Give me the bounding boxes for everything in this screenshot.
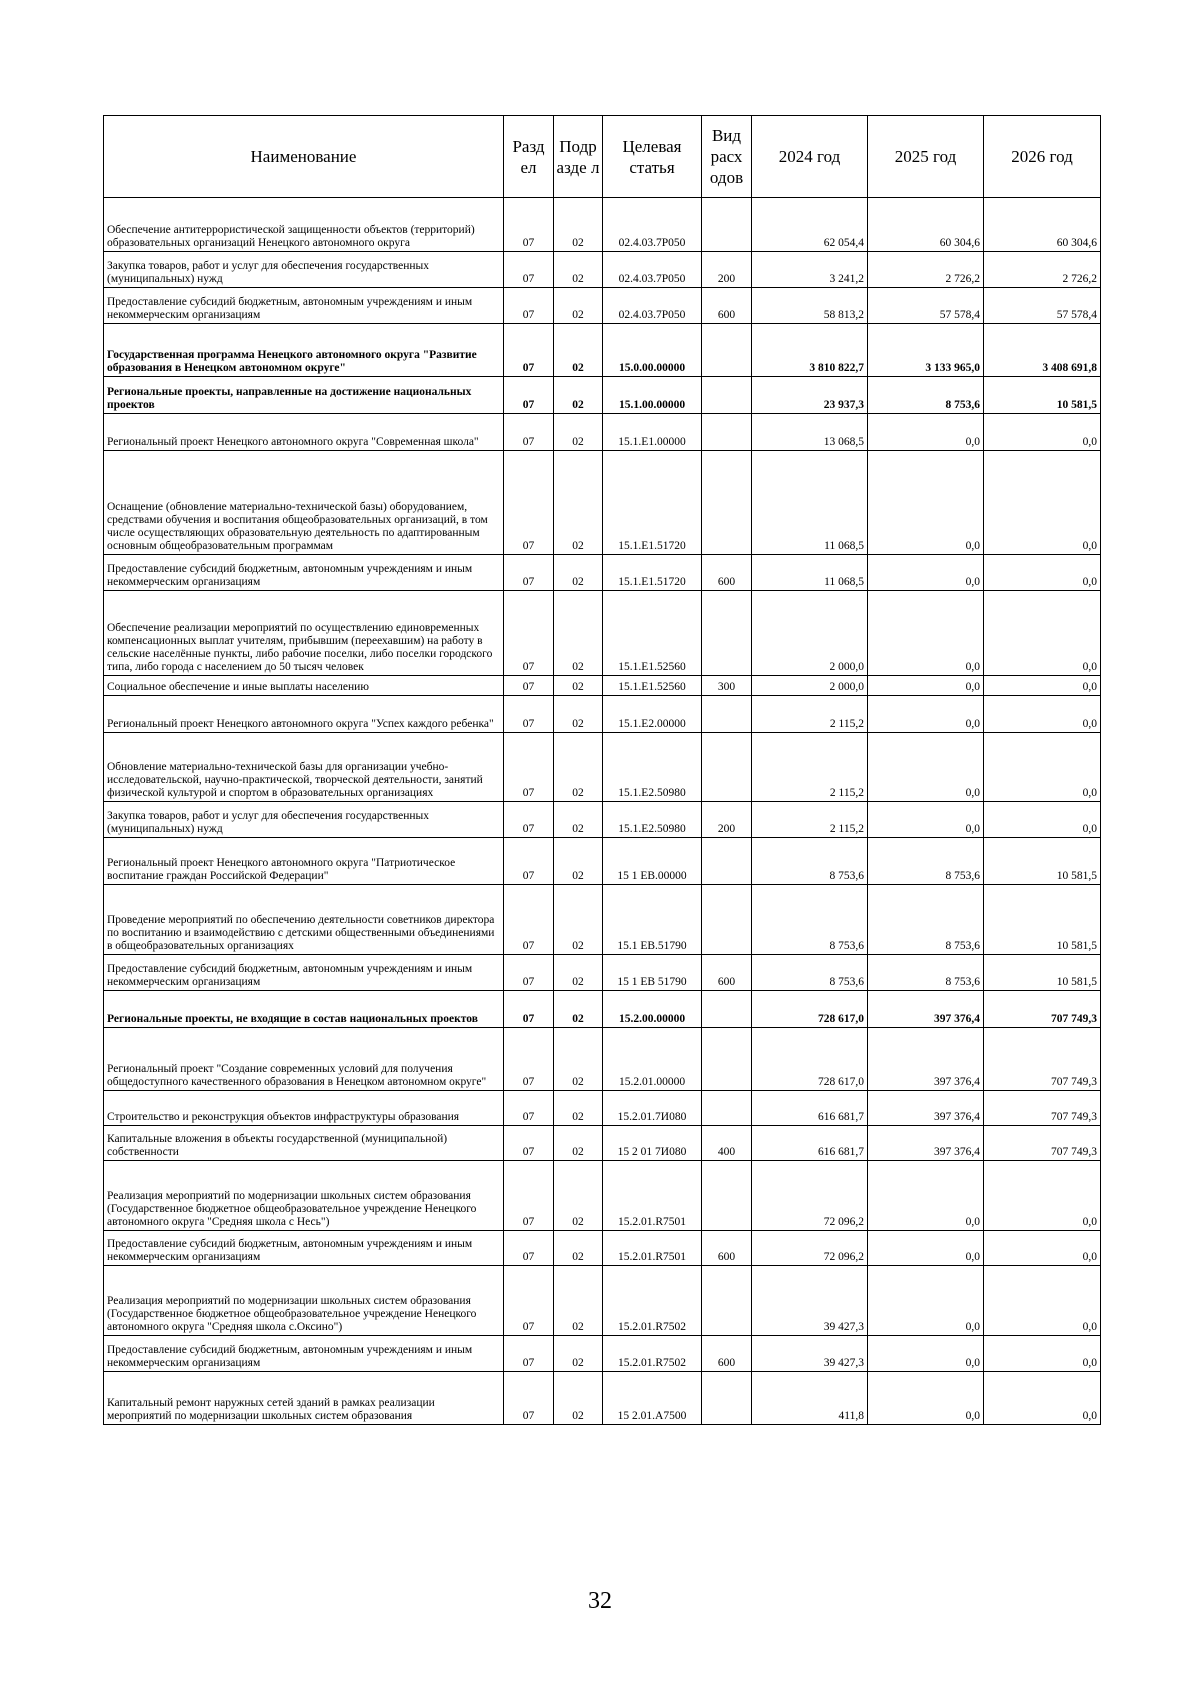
cell-2026: 0,0 bbox=[984, 802, 1101, 838]
cell-2026: 0,0 bbox=[984, 1372, 1101, 1425]
cell-podrazdel: 02 bbox=[554, 991, 603, 1028]
cell-2024: 39 427,3 bbox=[752, 1266, 868, 1336]
header-2025: 2025 год bbox=[868, 116, 984, 198]
cell-2026: 0,0 bbox=[984, 733, 1101, 802]
cell-expense-type bbox=[702, 324, 752, 377]
cell-target-article: 15.2.00.00000 bbox=[603, 991, 702, 1028]
cell-podrazdel: 02 bbox=[554, 1126, 603, 1161]
cell-2026: 57 578,4 bbox=[984, 288, 1101, 324]
cell-2024: 8 753,6 bbox=[752, 885, 868, 955]
cell-2024: 13 068,5 bbox=[752, 414, 868, 451]
cell-razdel: 07 bbox=[504, 555, 554, 591]
cell-2026: 0,0 bbox=[984, 1161, 1101, 1231]
cell-podrazdel: 02 bbox=[554, 733, 603, 802]
cell-target-article: 15.1.Е2.00000 bbox=[603, 696, 702, 733]
cell-razdel: 07 bbox=[504, 591, 554, 676]
table-row bbox=[104, 324, 1101, 377]
cell-2025: 0,0 bbox=[868, 1336, 984, 1372]
cell-2025: 0,0 bbox=[868, 591, 984, 676]
cell-2024: 3 241,2 bbox=[752, 252, 868, 288]
cell-podrazdel: 02 bbox=[554, 288, 603, 324]
table-row bbox=[104, 451, 1101, 555]
cell-podrazdel: 02 bbox=[554, 838, 603, 885]
cell-expense-type bbox=[702, 377, 752, 414]
cell-name: Региональные проекты, не входящие в состав национальных проектов bbox=[104, 991, 504, 1028]
cell-target-article: 15.2.01.00000 bbox=[603, 1028, 702, 1091]
table-row bbox=[104, 1028, 1101, 1091]
cell-expense-type bbox=[702, 1161, 752, 1231]
cell-podrazdel: 02 bbox=[554, 324, 603, 377]
cell-2024: 23 937,3 bbox=[752, 377, 868, 414]
table-row bbox=[104, 885, 1101, 955]
table-row bbox=[104, 198, 1101, 252]
table-row bbox=[104, 955, 1101, 991]
cell-podrazdel: 02 bbox=[554, 198, 603, 252]
cell-podrazdel: 02 bbox=[554, 676, 603, 696]
cell-target-article: 15.1.Е2.50980 bbox=[603, 733, 702, 802]
cell-2025: 3 133 965,0 bbox=[868, 324, 984, 377]
cell-2024: 2 115,2 bbox=[752, 733, 868, 802]
cell-2024: 616 681,7 bbox=[752, 1126, 868, 1161]
table-row bbox=[104, 838, 1101, 885]
cell-name: Региональный проект Ненецкого автономного округа "Успех каждого ребенка" bbox=[104, 696, 504, 733]
cell-razdel: 07 bbox=[504, 377, 554, 414]
cell-2026: 0,0 bbox=[984, 591, 1101, 676]
table-row bbox=[104, 591, 1101, 676]
cell-target-article: 02.4.03.7Р050 bbox=[603, 252, 702, 288]
cell-podrazdel: 02 bbox=[554, 555, 603, 591]
cell-2024: 39 427,3 bbox=[752, 1336, 868, 1372]
cell-razdel: 07 bbox=[504, 1336, 554, 1372]
cell-2025: 8 753,6 bbox=[868, 838, 984, 885]
cell-2026: 0,0 bbox=[984, 555, 1101, 591]
cell-2026: 10 581,5 bbox=[984, 377, 1101, 414]
cell-2026: 3 408 691,8 bbox=[984, 324, 1101, 377]
cell-podrazdel: 02 bbox=[554, 1372, 603, 1425]
cell-target-article: 15.2.01.R7501 bbox=[603, 1231, 702, 1266]
cell-podrazdel: 02 bbox=[554, 1231, 603, 1266]
cell-2024: 11 068,5 bbox=[752, 451, 868, 555]
cell-target-article: 15 1 ЕВ 51790 bbox=[603, 955, 702, 991]
cell-expense-type: 600 bbox=[702, 1336, 752, 1372]
cell-name: Предоставление субсидий бюджетным, автономным учреждениям и иным некоммерческим организациям bbox=[104, 1336, 504, 1372]
cell-2025: 8 753,6 bbox=[868, 955, 984, 991]
cell-2026: 707 749,3 bbox=[984, 991, 1101, 1028]
cell-target-article: 15 2.01.А7500 bbox=[603, 1372, 702, 1425]
cell-razdel: 07 bbox=[504, 288, 554, 324]
cell-expense-type: 600 bbox=[702, 555, 752, 591]
table-row bbox=[104, 733, 1101, 802]
table-row bbox=[104, 802, 1101, 838]
cell-name: Капитальный ремонт наружных сетей зданий в рамках реализации мероприятий по модернизации школьных систем образования bbox=[104, 1372, 504, 1425]
cell-name: Региональный проект "Создание современных условий для получения общедоступного качественного образования в Ненецком автономном округе" bbox=[104, 1028, 504, 1091]
cell-2025: 0,0 bbox=[868, 1231, 984, 1266]
table-row bbox=[104, 1161, 1101, 1231]
cell-podrazdel: 02 bbox=[554, 955, 603, 991]
cell-2024: 2 115,2 bbox=[752, 802, 868, 838]
cell-expense-type bbox=[702, 451, 752, 555]
cell-2025: 2 726,2 bbox=[868, 252, 984, 288]
cell-2026: 10 581,5 bbox=[984, 885, 1101, 955]
cell-target-article: 02.4.03.7Р050 bbox=[603, 288, 702, 324]
header-target-article: Целевая статья bbox=[603, 116, 702, 198]
cell-name: Капитальные вложения в объекты государственной (муниципальной) собственности bbox=[104, 1126, 504, 1161]
cell-razdel: 07 bbox=[504, 198, 554, 252]
cell-2025: 0,0 bbox=[868, 696, 984, 733]
cell-name: Оснащение (обновление материально-технической базы) оборудованием, средствами обучения и воспитания общеобразовательных организаций, в том числе осуществляющих образовательную деятельность по адаптированным основным общеобразовательным программам bbox=[104, 451, 504, 555]
cell-razdel: 07 bbox=[504, 696, 554, 733]
cell-2025: 397 376,4 bbox=[868, 1126, 984, 1161]
cell-razdel: 07 bbox=[504, 324, 554, 377]
header-2026: 2026 год bbox=[984, 116, 1101, 198]
cell-name: Обеспечение реализации мероприятий по осуществлению единовременных компенсационных выплат учителям, прибывшим (переехавшим) на работу в сельские населённые пункты, либо рабочие поселки, либо поселки городского типа, либо города с населением до 50 тысяч человек bbox=[104, 591, 504, 676]
cell-2024: 3 810 822,7 bbox=[752, 324, 868, 377]
cell-razdel: 07 bbox=[504, 1126, 554, 1161]
cell-name: Предоставление субсидий бюджетным, автономным учреждениям и иным некоммерческим организациям bbox=[104, 555, 504, 591]
cell-expense-type bbox=[702, 414, 752, 451]
cell-2025: 0,0 bbox=[868, 1266, 984, 1336]
cell-2025: 397 376,4 bbox=[868, 991, 984, 1028]
cell-2024: 11 068,5 bbox=[752, 555, 868, 591]
cell-name: Закупка товаров, работ и услуг для обеспечения государственных (муниципальных) нужд bbox=[104, 252, 504, 288]
cell-2025: 397 376,4 bbox=[868, 1028, 984, 1091]
cell-target-article: 15.2.01.R7501 bbox=[603, 1161, 702, 1231]
cell-expense-type bbox=[702, 838, 752, 885]
cell-2026: 707 749,3 bbox=[984, 1126, 1101, 1161]
cell-name: Реализация мероприятий по модернизации школьных систем образования (Государственное бюджетное общеобразовательное учреждение Ненецкого автономного округа "Средняя школа с.Оксино") bbox=[104, 1266, 504, 1336]
table-row bbox=[104, 1266, 1101, 1336]
cell-expense-type: 600 bbox=[702, 288, 752, 324]
cell-target-article: 15.2.01.R7502 bbox=[603, 1336, 702, 1372]
cell-expense-type bbox=[702, 1028, 752, 1091]
cell-2026: 10 581,5 bbox=[984, 955, 1101, 991]
cell-2026: 10 581,5 bbox=[984, 838, 1101, 885]
cell-target-article: 02.4.03.7Р050 bbox=[603, 198, 702, 252]
cell-podrazdel: 02 bbox=[554, 802, 603, 838]
cell-expense-type bbox=[702, 198, 752, 252]
table-row bbox=[104, 1126, 1101, 1161]
cell-expense-type bbox=[702, 591, 752, 676]
cell-expense-type bbox=[702, 1372, 752, 1425]
cell-expense-type: 600 bbox=[702, 955, 752, 991]
cell-expense-type bbox=[702, 733, 752, 802]
cell-name: Социальное обеспечение и иные выплаты населению bbox=[104, 676, 504, 696]
cell-target-article: 15.1.Е2.50980 bbox=[603, 802, 702, 838]
cell-2026: 0,0 bbox=[984, 1231, 1101, 1266]
cell-podrazdel: 02 bbox=[554, 1028, 603, 1091]
header-podrazdel: Подр азде л bbox=[554, 116, 603, 198]
cell-expense-type: 300 bbox=[702, 676, 752, 696]
table-row bbox=[104, 991, 1101, 1028]
cell-target-article: 15.2.01.7И080 bbox=[603, 1091, 702, 1126]
cell-2026: 0,0 bbox=[984, 414, 1101, 451]
cell-name: Государственная программа Ненецкого автономного округа "Развитие образования в Ненецком автономном округе" bbox=[104, 324, 504, 377]
cell-expense-type bbox=[702, 1266, 752, 1336]
header-expense-type: Вид расх одов bbox=[702, 116, 752, 198]
cell-expense-type bbox=[702, 1091, 752, 1126]
cell-2025: 0,0 bbox=[868, 733, 984, 802]
cell-2025: 8 753,6 bbox=[868, 377, 984, 414]
table-row bbox=[104, 1091, 1101, 1126]
cell-podrazdel: 02 bbox=[554, 377, 603, 414]
cell-2025: 0,0 bbox=[868, 451, 984, 555]
cell-2024: 2 000,0 bbox=[752, 676, 868, 696]
table-row bbox=[104, 1231, 1101, 1266]
cell-2025: 0,0 bbox=[868, 676, 984, 696]
cell-2026: 0,0 bbox=[984, 1266, 1101, 1336]
budget-table bbox=[103, 115, 1101, 1425]
table-row bbox=[104, 555, 1101, 591]
cell-expense-type: 200 bbox=[702, 252, 752, 288]
cell-target-article: 15.1.Е1.52560 bbox=[603, 676, 702, 696]
cell-razdel: 07 bbox=[504, 1231, 554, 1266]
cell-2026: 2 726,2 bbox=[984, 252, 1101, 288]
cell-target-article: 15.1.Е1.00000 bbox=[603, 414, 702, 451]
cell-podrazdel: 02 bbox=[554, 1161, 603, 1231]
cell-2024: 2 000,0 bbox=[752, 591, 868, 676]
cell-name: Проведение мероприятий по обеспечению деятельности советников директора по воспитанию и взаимодействию с детскими общественными объединениями в общеобразовательных организациях bbox=[104, 885, 504, 955]
cell-target-article: 15 1 ЕВ.00000 bbox=[603, 838, 702, 885]
cell-podrazdel: 02 bbox=[554, 885, 603, 955]
cell-podrazdel: 02 bbox=[554, 1091, 603, 1126]
cell-razdel: 07 bbox=[504, 451, 554, 555]
cell-podrazdel: 02 bbox=[554, 1336, 603, 1372]
table-header-row bbox=[104, 116, 1101, 198]
cell-2026: 707 749,3 bbox=[984, 1091, 1101, 1126]
cell-target-article: 15.1.00.00000 bbox=[603, 377, 702, 414]
cell-2024: 58 813,2 bbox=[752, 288, 868, 324]
cell-name: Закупка товаров, работ и услуг для обеспечения государственных (муниципальных) нужд bbox=[104, 802, 504, 838]
cell-expense-type bbox=[702, 885, 752, 955]
cell-razdel: 07 bbox=[504, 991, 554, 1028]
cell-2024: 62 054,4 bbox=[752, 198, 868, 252]
cell-target-article: 15 2 01 7И080 bbox=[603, 1126, 702, 1161]
cell-expense-type bbox=[702, 991, 752, 1028]
header-name: Наименование bbox=[104, 116, 504, 198]
cell-podrazdel: 02 bbox=[554, 252, 603, 288]
table-body bbox=[104, 198, 1101, 1425]
cell-2026: 0,0 bbox=[984, 1336, 1101, 1372]
cell-razdel: 07 bbox=[504, 1091, 554, 1126]
cell-podrazdel: 02 bbox=[554, 1266, 603, 1336]
cell-name: Обновление материально-технической базы для организации учебно-исследовательской, научно-практической, творческой деятельности, занятий физической культурой и спортом в образовательных организациях bbox=[104, 733, 504, 802]
cell-name: Предоставление субсидий бюджетным, автономным учреждениям и иным некоммерческим организациям bbox=[104, 955, 504, 991]
cell-2025: 0,0 bbox=[868, 555, 984, 591]
cell-2025: 8 753,6 bbox=[868, 885, 984, 955]
cell-expense-type bbox=[702, 696, 752, 733]
cell-name: Предоставление субсидий бюджетным, автономным учреждениям и иным некоммерческим организациям bbox=[104, 1231, 504, 1266]
cell-razdel: 07 bbox=[504, 802, 554, 838]
cell-name: Реализация мероприятий по модернизации школьных систем образования (Государственное бюджетное общеобразовательное учреждение Ненецкого автономного округа "Средняя школа с Несь") bbox=[104, 1161, 504, 1231]
cell-podrazdel: 02 bbox=[554, 451, 603, 555]
table-row bbox=[104, 1336, 1101, 1372]
cell-2025: 57 578,4 bbox=[868, 288, 984, 324]
cell-target-article: 15.1 ЕВ.51790 bbox=[603, 885, 702, 955]
cell-razdel: 07 bbox=[504, 1161, 554, 1231]
cell-2025: 60 304,6 bbox=[868, 198, 984, 252]
cell-razdel: 07 bbox=[504, 1372, 554, 1425]
cell-2025: 0,0 bbox=[868, 1161, 984, 1231]
cell-expense-type: 200 bbox=[702, 802, 752, 838]
cell-razdel: 07 bbox=[504, 733, 554, 802]
cell-name: Региональный проект Ненецкого автономного округа "Современная школа" bbox=[104, 414, 504, 451]
cell-podrazdel: 02 bbox=[554, 591, 603, 676]
cell-2024: 2 115,2 bbox=[752, 696, 868, 733]
cell-2025: 0,0 bbox=[868, 1372, 984, 1425]
cell-2025: 397 376,4 bbox=[868, 1091, 984, 1126]
cell-2025: 0,0 bbox=[868, 414, 984, 451]
table-row bbox=[104, 288, 1101, 324]
cell-2024: 8 753,6 bbox=[752, 838, 868, 885]
cell-razdel: 07 bbox=[504, 885, 554, 955]
cell-target-article: 15.1.Е1.51720 bbox=[603, 451, 702, 555]
page-number: 32 bbox=[588, 1588, 612, 1614]
cell-podrazdel: 02 bbox=[554, 696, 603, 733]
cell-razdel: 07 bbox=[504, 676, 554, 696]
cell-target-article: 15.2.01.R7502 bbox=[603, 1266, 702, 1336]
cell-target-article: 15.1.Е1.52560 bbox=[603, 591, 702, 676]
table-row bbox=[104, 414, 1101, 451]
cell-razdel: 07 bbox=[504, 955, 554, 991]
cell-2026: 60 304,6 bbox=[984, 198, 1101, 252]
cell-expense-type: 600 bbox=[702, 1231, 752, 1266]
cell-razdel: 07 bbox=[504, 414, 554, 451]
cell-razdel: 07 bbox=[504, 1266, 554, 1336]
table-row bbox=[104, 1372, 1101, 1425]
cell-2026: 707 749,3 bbox=[984, 1028, 1101, 1091]
cell-razdel: 07 bbox=[504, 252, 554, 288]
cell-name: Региональные проекты, направленные на достижение национальных проектов bbox=[104, 377, 504, 414]
cell-target-article: 15.1.Е1.51720 bbox=[603, 555, 702, 591]
cell-2025: 0,0 bbox=[868, 802, 984, 838]
table-row bbox=[104, 696, 1101, 733]
cell-2024: 72 096,2 bbox=[752, 1161, 868, 1231]
table-row bbox=[104, 676, 1101, 696]
cell-name: Строительство и реконструкция объектов инфраструктуры образования bbox=[104, 1091, 504, 1126]
header-2024: 2024 год bbox=[752, 116, 868, 198]
cell-2024: 728 617,0 bbox=[752, 991, 868, 1028]
cell-2024: 616 681,7 bbox=[752, 1091, 868, 1126]
table-row bbox=[104, 252, 1101, 288]
cell-podrazdel: 02 bbox=[554, 414, 603, 451]
cell-name: Обеспечение антитеррористической защищенности объектов (территорий) образовательных организаций Ненецкого автономного округа bbox=[104, 198, 504, 252]
cell-razdel: 07 bbox=[504, 1028, 554, 1091]
cell-target-article: 15.0.00.00000 bbox=[603, 324, 702, 377]
cell-name: Предоставление субсидий бюджетным, автономным учреждениям и иным некоммерческим организациям bbox=[104, 288, 504, 324]
cell-2026: 0,0 bbox=[984, 451, 1101, 555]
cell-2024: 728 617,0 bbox=[752, 1028, 868, 1091]
cell-razdel: 07 bbox=[504, 838, 554, 885]
cell-2024: 8 753,6 bbox=[752, 955, 868, 991]
cell-2024: 411,8 bbox=[752, 1372, 868, 1425]
table-row bbox=[104, 377, 1101, 414]
cell-2026: 0,0 bbox=[984, 676, 1101, 696]
cell-2024: 72 096,2 bbox=[752, 1231, 868, 1266]
cell-2026: 0,0 bbox=[984, 696, 1101, 733]
cell-expense-type: 400 bbox=[702, 1126, 752, 1161]
header-razdel: Разд ел bbox=[504, 116, 554, 198]
cell-name: Региональный проект Ненецкого автономного округа "Патриотическое воспитание граждан Российской Федерации" bbox=[104, 838, 504, 885]
